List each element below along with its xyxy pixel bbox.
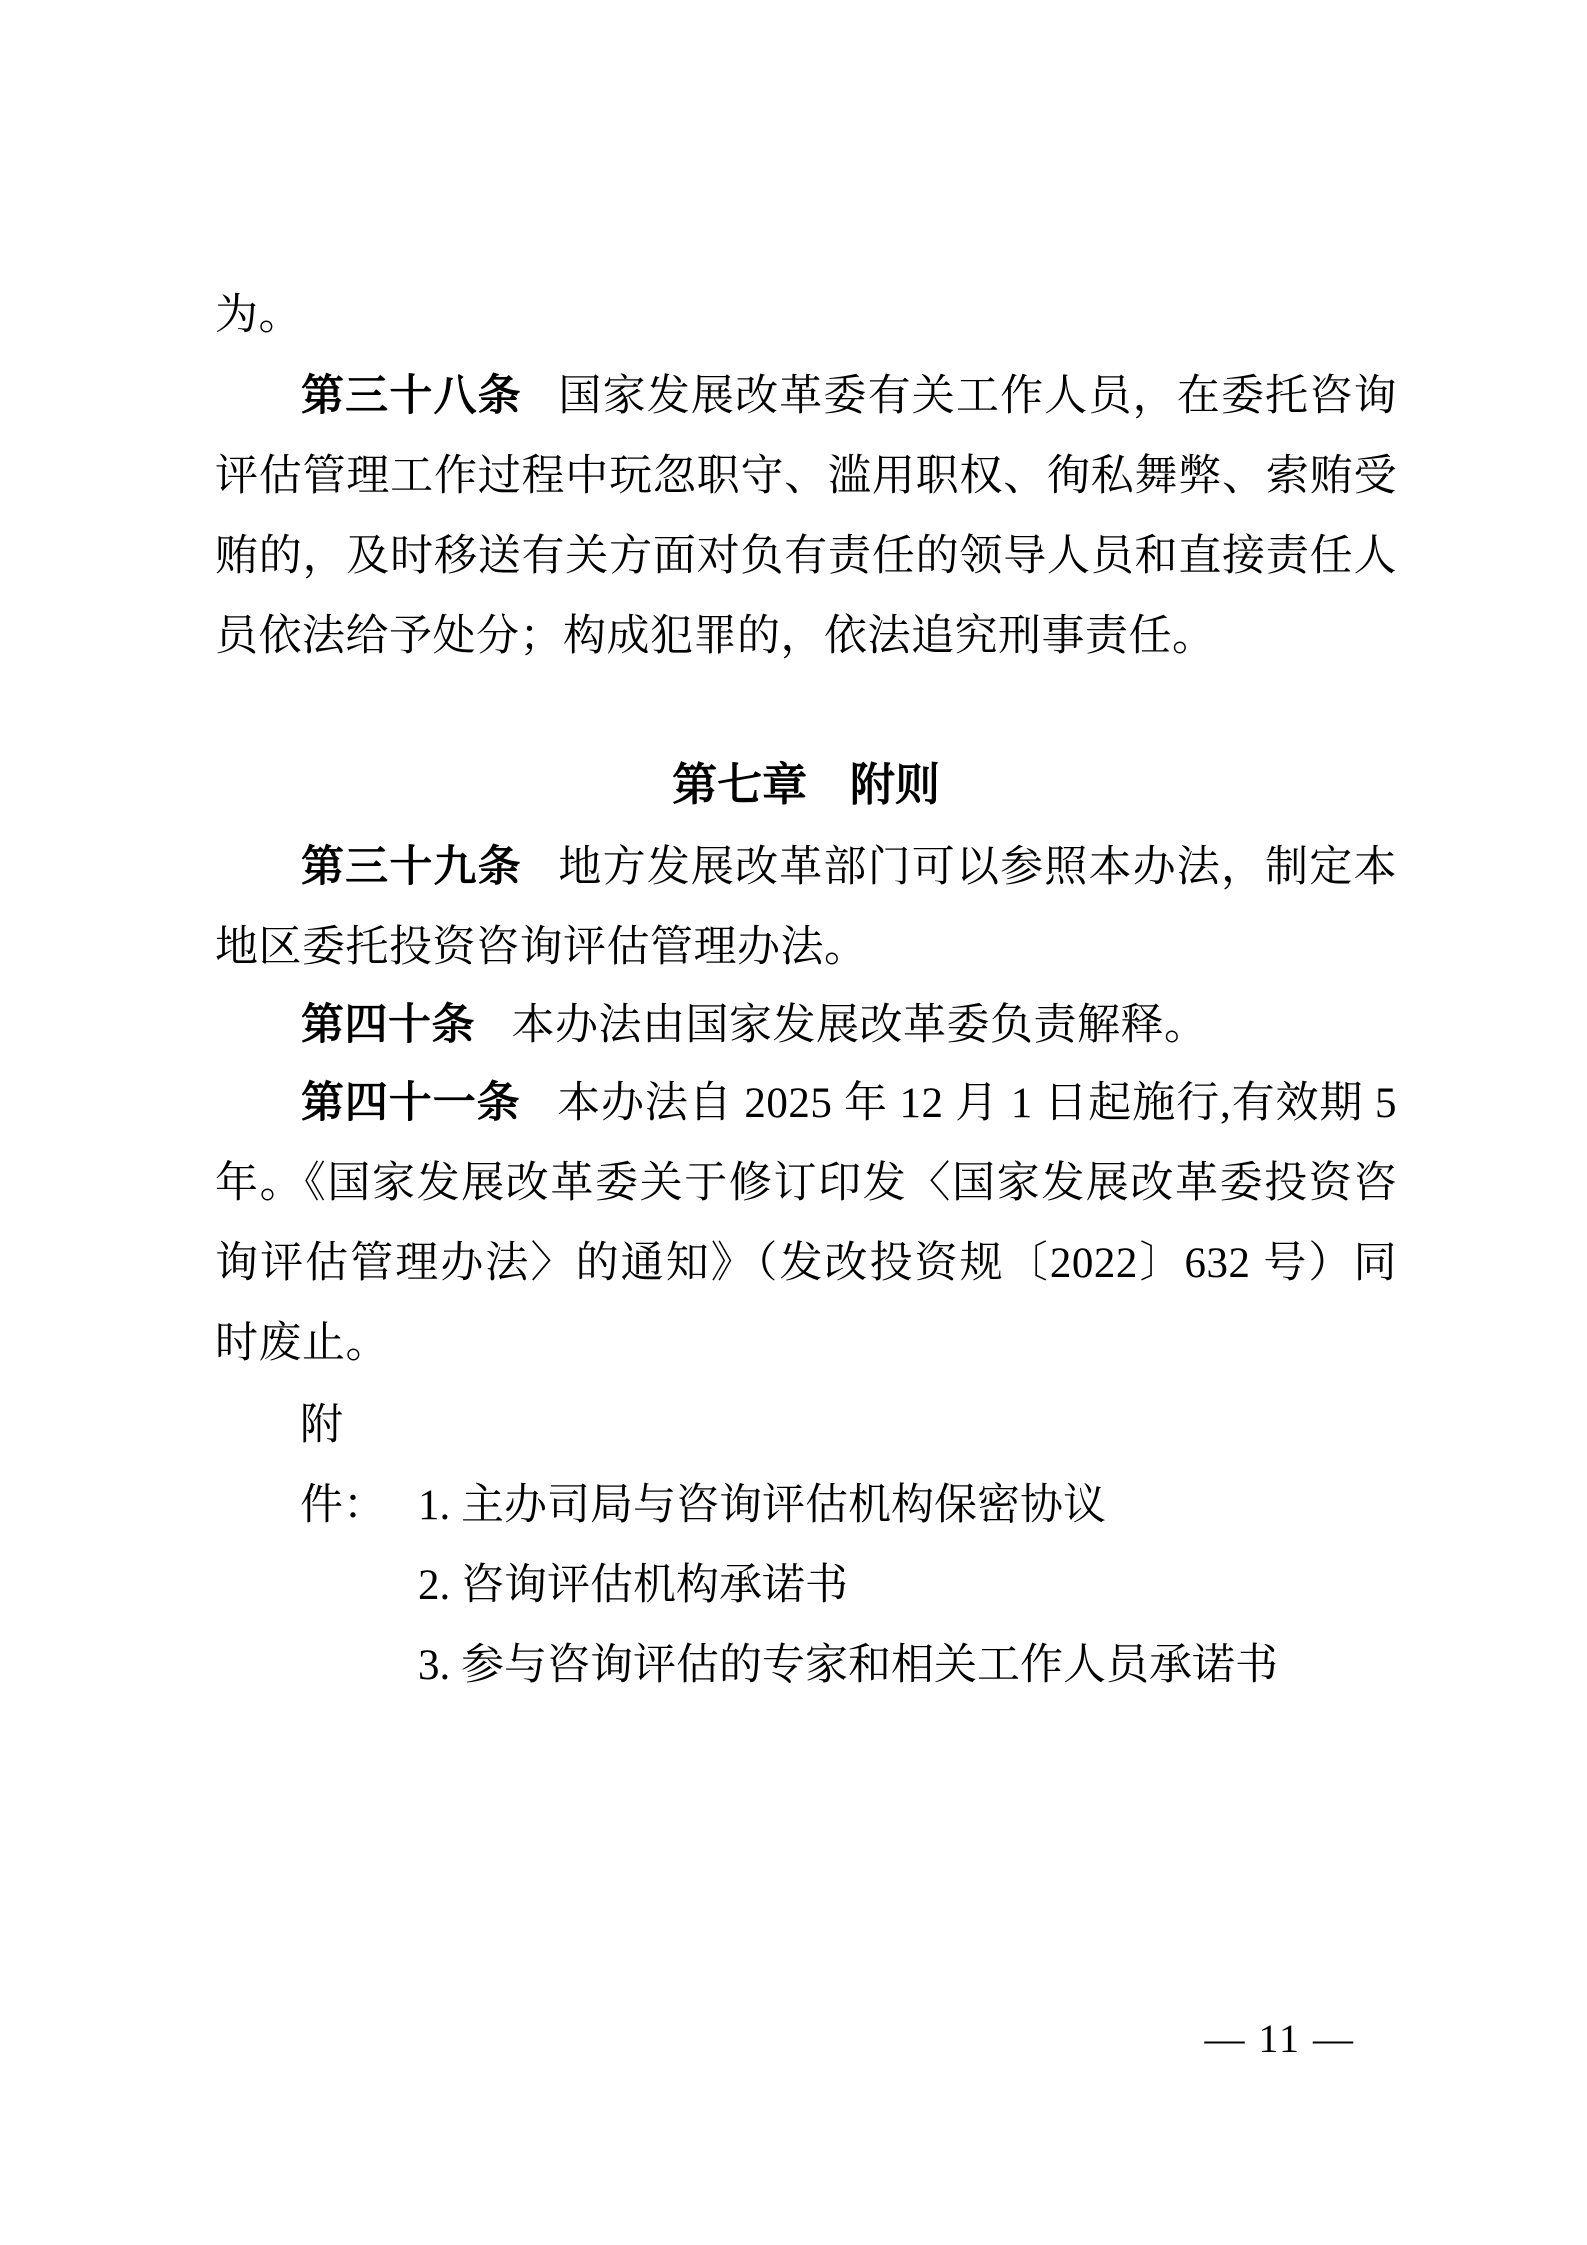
attachment-item-1: 1. 主办司局与咨询评估机构保密协议 <box>418 1482 1106 1529</box>
paragraph-continuation-text: 为。 <box>215 292 302 339</box>
attachment-line-3 <box>215 1626 1397 1706</box>
page-number-display: — 11 — <box>1204 2016 1355 2061</box>
article-38-label: 第三十八条 <box>301 372 522 420</box>
chapter-number: 第七章 <box>672 759 808 810</box>
attachments-label: 附件： <box>300 1402 386 1529</box>
paragraph-continuation <box>215 276 1397 356</box>
chapter-heading <box>215 745 1397 825</box>
article-39-paragraph <box>215 827 1397 988</box>
article-39-text: 地方发展改革部门可以参照本办法，制定本地区委托投资咨询评估管理办法。 <box>215 844 1397 971</box>
article-39-label: 第三十九条 <box>301 843 522 891</box>
attachment-line-1 <box>215 1386 1397 1546</box>
article-40-paragraph <box>215 985 1397 1066</box>
page-number <box>1204 2016 1355 2062</box>
attachments-block <box>215 1386 1397 1706</box>
article-40-label: 第四十条 <box>301 1001 475 1049</box>
chapter-title: 附则 <box>849 759 940 810</box>
article-41-label: 第四十一条 <box>301 1079 521 1127</box>
attachment-item-3: 3. 参与咨询评估的专家和相关工作人员承诺书 <box>418 1642 1278 1689</box>
article-41-paragraph <box>215 1063 1397 1384</box>
article-38-paragraph <box>215 356 1397 677</box>
attachment-line-2 <box>215 1546 1397 1626</box>
article-38-text: 国家发展改革委有关工作人员，在委托咨询评估管理工作过程中玩忽职守、滥用职权、徇私舞弊、索贿受贿的，及时移送有关方面对负有责任的领导人员和直接责任人员依法给予处分；构成犯罪的，依法追究刑事责任。 <box>215 373 1397 660</box>
article-40-text: 本办法由国家发展改革委负责解释。 <box>511 1002 1208 1049</box>
attachment-item-2: 2. 咨询评估机构承诺书 <box>418 1562 848 1609</box>
article-41-text: 本办法自 2025 年 12 月 1 日起施行,有效期 5 年。《国家发展改革委关于修订印发〈国家发展改革委投资咨询评估管理办法〉的通知》（发改投资规〔2022〕632 号）同时废止。 <box>215 1080 1398 1367</box>
